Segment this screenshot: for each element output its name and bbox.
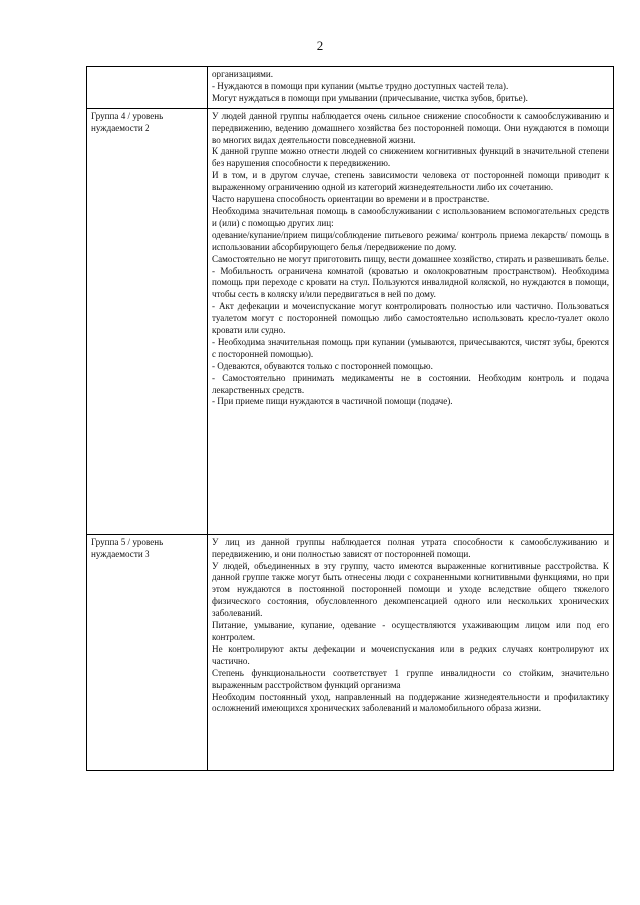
table-row-group-5 — [87, 534, 614, 770]
paragraph: - Одеваются, обуваются только с посторонней помощью. — [212, 360, 433, 371]
paragraph: - Самостоятельно принимать медикаменты не в состоянии. Необходим контроль и подача лекарственных средств. — [212, 372, 609, 395]
paragraph: Необходим постоянный уход, направленный на поддержание жизнедеятельности и профилактику осложнений имеющихся хронических заболеваний и маломобильного образа жизни. — [212, 691, 609, 714]
paragraph: организациями. — [212, 69, 274, 79]
paragraph: - При приеме пищи нуждаются в частичной помощи (подаче). — [212, 396, 453, 407]
paragraph: У людей, объединенных в эту группу, часто имеются выраженные когнитивные расстройства. К данной группе также могут быть отнесены люди с сохраненными когнитивными функциями, но при этом нуждаются в постоянной посторонней помощи и уходе вследствие общего тяжелого физического состояния, обусловленного декомпенсацией одного или нескольких хронических заболеваний. — [212, 560, 609, 619]
paragraph: И в том, и в другом случае, степень зависимости человека от посторонней помощи приводит к выраженному ограничению одной из категорий жизнедеятельности либо их сочетанию. — [212, 170, 609, 193]
group-5-label: Группа 5 / уровень нуждаемости 3 — [87, 534, 208, 770]
care-groups-table — [86, 66, 614, 771]
paragraph: Необходима значительная помощь в самообслуживании с использованием вспомогательных средств и (или) с помощью других лиц: — [212, 205, 609, 228]
paragraph: Могут нуждаться в помощи при умывании (причесывание, чистка зубов, бритье). — [212, 92, 528, 103]
paragraph: Степень функциональности соответствует 1 группе инвалидности со стойким, значительно выраженным расстройством функций организма — [212, 667, 609, 690]
paragraph: Питание, умывание, купание, одевание - осуществляются ухаживающим лицом или под его контролем. — [212, 620, 609, 642]
table-row-continued — [87, 67, 614, 109]
paragraph: К данной группе можно отнести людей со снижением когнитивных функций в значительной степени без нарушения способности к передвижению. — [212, 146, 609, 169]
group-4-label: Группа 4 / уровень нуждаемости 2 — [87, 108, 208, 534]
group-5-description — [208, 534, 614, 770]
group-label-cell — [87, 67, 208, 109]
paragraph: - Нуждаются в помощи при купании (мытье трудно доступных частей тела). — [212, 80, 509, 91]
paragraph: - Акт дефекации и мочеиспускание могут контролировать полностью или частично. Пользоваться туалетом могут с посторонней помощью либо самостоятельно использовать кресло-туалет около кровати или судно. — [212, 301, 609, 336]
paragraph: У людей данной группы наблюдается очень сильное снижение способности к самообслуживанию и передвижению, ведению домашнего хозяйства без посторонней помощи. Они нуждаются в помощи во многих видах деятельности повседневной жизни. — [212, 110, 609, 145]
paragraph: - Необходима значительная помощь при купании (умываются, причесываются, чистят зубы, бреются с посторонней помощью). — [212, 336, 609, 359]
paragraph: Не контролируют акты дефекации и мочеиспускания или в редких случаях контролируют их частично. — [212, 643, 609, 666]
group-description-cell — [208, 67, 614, 109]
paragraph: Часто нарушена способность ориентации во времени и в пространстве. — [212, 194, 490, 205]
table-row-group-4 — [87, 108, 614, 534]
paragraph: одевание/купание/прием пищи/соблюдение питьевого режима/ контроль приема лекарств/ помощь в использовании абсорбирующего белья /передвижение по дому. — [212, 229, 609, 252]
page-number: 2 — [316, 38, 324, 53]
group-4-description — [208, 108, 614, 534]
paragraph: - Мобильность ограничена комнатой (кроватью и околокроватным пространством). Необходима помощь при переходе с кровати на стул. Пользуются инвалидной коляской, но нуждаются в помощи, чтобы сесть в коляску и/или передвигаться в ней по дому. — [212, 265, 609, 300]
paragraph: Самостоятельно не могут приготовить пищу, вести домашнее хозяйство, стирать и развешивать белье. — [212, 253, 609, 264]
paragraph: У лиц из данной группы наблюдается полная утрата способности к самообслуживанию и передвижению, и они полностью зависят от посторонней помощи. — [212, 536, 609, 559]
